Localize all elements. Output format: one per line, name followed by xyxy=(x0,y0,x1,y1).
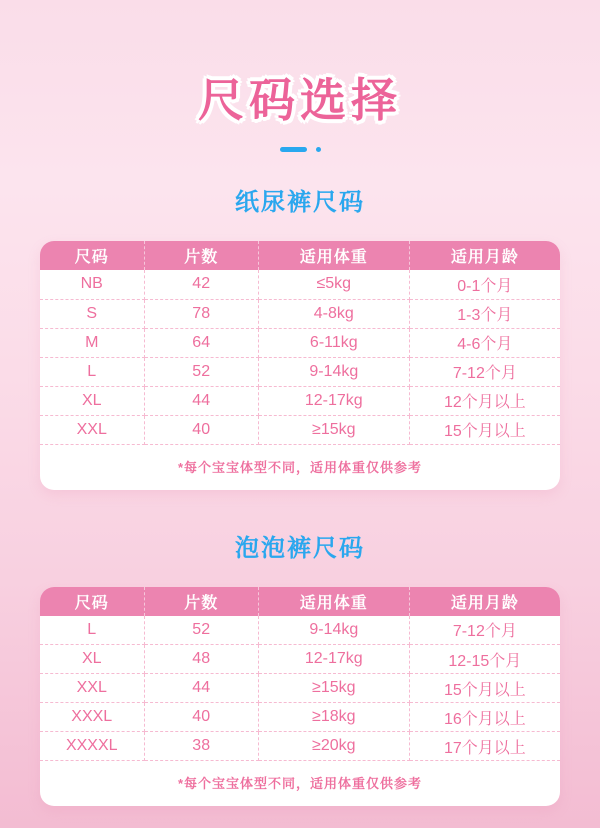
table-cell: L xyxy=(40,616,144,645)
table-cell: ≥18kg xyxy=(258,703,409,732)
table-cell: 17个月以上 xyxy=(409,732,560,761)
table-row xyxy=(40,616,560,645)
header-row xyxy=(40,587,560,616)
table-cell: 52 xyxy=(144,616,258,645)
column-header-age: 适用月龄 xyxy=(409,241,560,270)
divider-line-icon xyxy=(280,147,307,152)
column-header-weight: 适用体重 xyxy=(258,241,409,270)
table-row xyxy=(40,357,560,386)
table-cell: 78 xyxy=(144,299,258,328)
column-header-weight: 适用体重 xyxy=(258,587,409,616)
table-cell: 42 xyxy=(144,270,258,299)
table-body xyxy=(40,270,560,444)
table-cell: 1-3个月 xyxy=(409,299,560,328)
table-row xyxy=(40,703,560,732)
bubble-pants-table-footnote: *每个宝宝体型不同，适用体重仅供参考 xyxy=(177,776,423,791)
table-row xyxy=(40,328,560,357)
bubble-pants-section-title: 泡泡裤尺码 xyxy=(235,534,365,562)
table-cell: 7-12个月 xyxy=(409,616,560,645)
column-header-size: 尺码 xyxy=(40,587,144,616)
table-cell: 16个月以上 xyxy=(409,703,560,732)
table-row xyxy=(40,732,560,761)
table-row xyxy=(40,645,560,674)
divider-dot-icon xyxy=(316,147,321,152)
table-cell: 64 xyxy=(144,328,258,357)
table-cell: 12个月以上 xyxy=(409,386,560,415)
table-cell: 12-15个月 xyxy=(409,645,560,674)
table-body xyxy=(40,616,560,761)
table-cell: 4-8kg xyxy=(258,299,409,328)
table-cell: 44 xyxy=(144,386,258,415)
column-header-count: 片数 xyxy=(144,241,258,270)
table-cell: ≥15kg xyxy=(258,415,409,444)
diaper-section-title: 纸尿裤尺码 xyxy=(235,189,365,216)
table-cell: S xyxy=(40,299,144,328)
page-title: 尺码选择 xyxy=(198,74,402,126)
column-header-age: 适用月龄 xyxy=(409,587,560,616)
table-cell: L xyxy=(40,357,144,386)
table-cell: XXXL xyxy=(40,703,144,732)
header-row xyxy=(40,241,560,270)
table-cell: 40 xyxy=(144,703,258,732)
table-header xyxy=(40,587,560,616)
table-cell: XL xyxy=(40,645,144,674)
bubble-pants-size-table xyxy=(40,587,560,762)
table-row xyxy=(40,674,560,703)
table-row xyxy=(40,415,560,444)
table-cell: 48 xyxy=(144,645,258,674)
table-cell: XXXXL xyxy=(40,732,144,761)
table-row xyxy=(40,270,560,299)
table-cell: XXL xyxy=(40,674,144,703)
bubble-pants-size-card xyxy=(40,587,560,807)
table-cell: NB xyxy=(40,270,144,299)
column-header-count: 片数 xyxy=(144,587,258,616)
table-cell: 15个月以上 xyxy=(409,415,560,444)
table-cell: M xyxy=(40,328,144,357)
table-cell: 52 xyxy=(144,357,258,386)
table-cell: 44 xyxy=(144,674,258,703)
table-cell: 40 xyxy=(144,415,258,444)
table-header xyxy=(40,241,560,270)
table-cell: ≥20kg xyxy=(258,732,409,761)
table-cell: 9-14kg xyxy=(258,616,409,645)
diaper-table-footnote: *每个宝宝体型不同，适用体重仅供参考 xyxy=(177,459,423,475)
diaper-size-table xyxy=(40,241,560,445)
table-row xyxy=(40,299,560,328)
table-cell: 6-11kg xyxy=(258,328,409,357)
column-header-size: 尺码 xyxy=(40,241,144,270)
table-cell: ≤5kg xyxy=(258,270,409,299)
table-cell: 15个月以上 xyxy=(409,674,560,703)
diaper-size-card xyxy=(40,241,560,490)
table-cell: 12-17kg xyxy=(258,386,409,415)
table-cell: 7-12个月 xyxy=(409,357,560,386)
table-cell: 4-6个月 xyxy=(409,328,560,357)
table-cell: XXL xyxy=(40,415,144,444)
table-cell: 9-14kg xyxy=(258,357,409,386)
table-cell: 38 xyxy=(144,732,258,761)
table-row xyxy=(40,386,560,415)
title-divider xyxy=(280,146,321,152)
table-cell: XL xyxy=(40,386,144,415)
table-cell: ≥15kg xyxy=(258,674,409,703)
table-cell: 0-1个月 xyxy=(409,270,560,299)
table-cell: 12-17kg xyxy=(258,645,409,674)
